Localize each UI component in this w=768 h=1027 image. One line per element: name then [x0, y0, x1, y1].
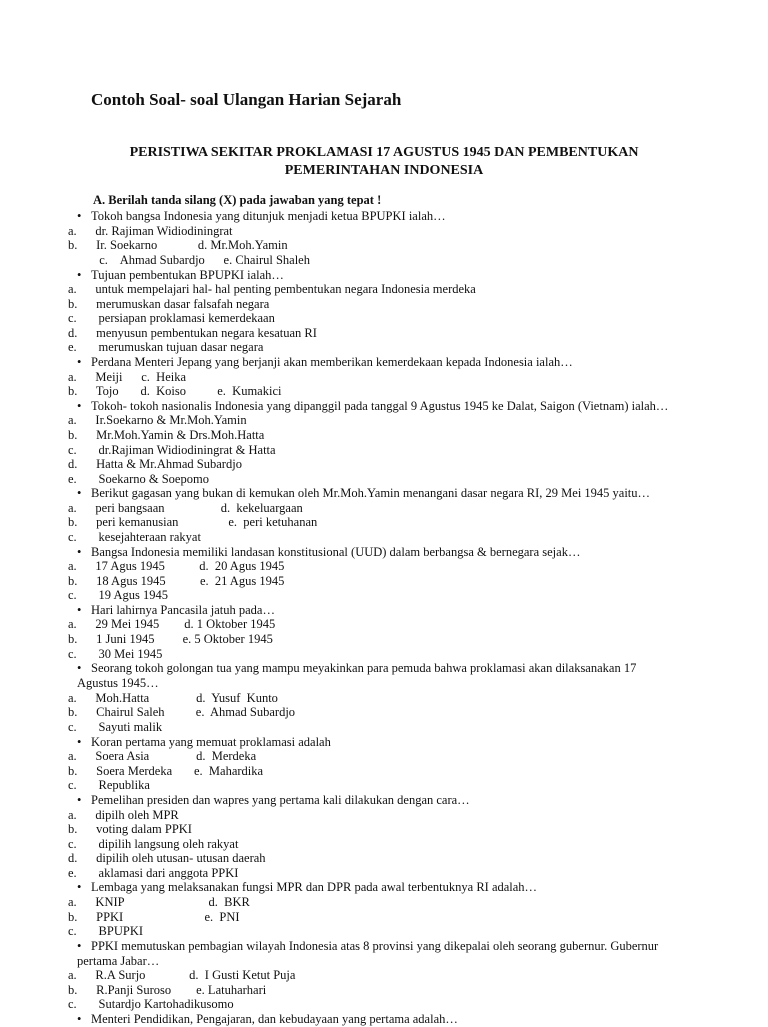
answer-option: b. R.Panji Suroso e. Latuharhari — [68, 983, 267, 997]
answer-option: c. Sayuti malik — [68, 720, 163, 734]
question-item — [77, 486, 678, 501]
answer-option: c. dr.Rajiman Widiodiningrat & Hatta — [68, 443, 276, 457]
bullet-icon: • — [77, 793, 82, 807]
answer-option: b. PPKI e. PNI — [68, 910, 240, 924]
question-item — [77, 545, 678, 560]
question-item — [77, 1012, 678, 1027]
question-text: Bangsa Indonesia memiliki landasan konstitusional (UUD) dalam berbangsa & bernegara sejak… — [91, 545, 581, 559]
question-text: Perdana Menteri Jepang yang berjanji akan memberikan kemerdekaan kepada Indonesia ialah… — [91, 355, 573, 369]
answer-option: a. 29 Mei 1945 d. 1 Oktober 1945 — [68, 617, 276, 631]
answer-option: b. Tojo d. Koiso e. Kumakici — [68, 384, 282, 398]
answer-option: a. peri bangsaan d. kekeluargaan — [68, 501, 303, 515]
answer-option: b. Mr.Moh.Yamin & Drs.Moh.Hatta — [68, 428, 265, 442]
bullet-icon: • — [77, 209, 82, 223]
answer-option: a. Ir.Soekarno & Mr.Moh.Yamin — [68, 413, 247, 427]
answer-option: c. Ahmad Subardjo e. Chairul Shaleh — [68, 253, 310, 267]
question-item — [77, 939, 678, 968]
answer-option: c. 30 Mei 1945 — [68, 647, 163, 661]
bullet-icon: • — [77, 661, 82, 675]
answer-option: c. Republika — [68, 778, 150, 792]
answer-option: e. Soekarno & Soepomo — [68, 472, 209, 486]
answer-option: a. Meiji c. Heika — [68, 370, 187, 384]
answer-option: b. 1 Juni 1945 e. 5 Oktober 1945 — [68, 632, 273, 646]
bullet-icon: • — [77, 268, 82, 282]
bullet-icon: • — [77, 486, 82, 500]
section-instruction: A. Berilah tanda silang (X) pada jawaban yang tepat ! — [93, 193, 382, 207]
answer-option: a. 17 Agus 1945 d. 20 Agus 1945 — [68, 559, 285, 573]
answer-option: c. BPUPKI — [68, 924, 144, 938]
question-text: Lembaga yang melaksanakan fungsi MPR dan DPR pada awal terbentuknya RI adalah… — [91, 880, 538, 894]
answer-option: c. Sutardjo Kartohadikusomo — [68, 997, 234, 1011]
answer-option: b. peri kemanusian e. peri ketuhanan — [68, 515, 318, 529]
bullet-icon: • — [77, 545, 82, 559]
question-item — [77, 399, 678, 414]
question-text: Koran pertama yang memuat proklamasi adalah — [91, 735, 331, 749]
question-item — [77, 603, 678, 618]
subtitle-line-2: PEMERINTAHAN INDONESIA — [284, 163, 484, 178]
question-text: Seorang tokoh golongan tua yang mampu meyakinkan para pemuda bahwa proklamasi akan dilaksanakan 17 Agustus 1945… — [77, 661, 637, 690]
question-item — [77, 880, 678, 895]
question-item — [77, 209, 678, 224]
question-text: PPKI memutuskan pembagian wilayah Indonesia atas 8 provinsi yang dikepalai oleh seorang gubernur. Gubernur pertama Jabar… — [77, 939, 659, 968]
answer-option: c. kesejahteraan rakyat — [68, 530, 201, 544]
answer-option: b. Ir. Soekarno d. Mr.Moh.Yamin — [68, 238, 288, 252]
answer-option: a. dr. Rajiman Widiodiningrat — [68, 224, 233, 238]
question-text: Hari lahirnya Pancasila jatuh pada… — [91, 603, 275, 617]
answer-option: e. aklamasi dari anggota PPKI — [68, 866, 239, 880]
question-text: Menteri Pendidikan, Pengajaran, dan kebudayaan yang pertama adalah… — [91, 1012, 458, 1026]
document-title: Contoh Soal- soal Ulangan Harian Sejarah — [91, 90, 402, 109]
answer-option: b. voting dalam PPKI — [68, 822, 192, 836]
bullet-icon: • — [77, 735, 82, 749]
subtitle-line-1: PERISTIWA SEKITAR PROKLAMASI 17 AGUSTUS 1945 DAN PEMBENTUKAN — [129, 145, 639, 160]
answer-option: b. 18 Agus 1945 e. 21 Agus 1945 — [68, 574, 285, 588]
answer-option: c. 19 Agus 1945 — [68, 588, 168, 602]
question-text: Pemelihan presiden dan wapres yang pertama kali dilakukan dengan cara… — [91, 793, 470, 807]
question-item — [77, 355, 678, 370]
answer-option: c. dipilih langsung oleh rakyat — [68, 837, 239, 851]
answer-option: e. merumuskan tujuan dasar negara — [68, 340, 264, 354]
answer-option: a. Moh.Hatta d. Yusuf Kunto — [68, 691, 278, 705]
bullet-icon: • — [77, 399, 82, 413]
question-item — [77, 793, 678, 808]
question-item — [77, 735, 678, 750]
bullet-icon: • — [77, 880, 82, 894]
answer-option: d. menyusun pembentukan negara kesatuan RI — [68, 326, 317, 340]
document-subtitle — [0, 144, 768, 180]
question-text: Berikut gagasan yang bukan di kemukan oleh Mr.Moh.Yamin menangani dasar negara RI, 29 Mei 1945 yaitu… — [91, 486, 651, 500]
answer-option: b. Chairul Saleh e. Ahmad Subardjo — [68, 705, 296, 719]
answer-option: d. dipilih oleh utusan- utusan daerah — [68, 851, 266, 865]
answer-option: c. persiapan proklamasi kemerdekaan — [68, 311, 275, 325]
answer-option: a. R.A Surjo d. I Gusti Ketut Puja — [68, 968, 296, 982]
answer-option: b. Soera Merdeka e. Mahardika — [68, 764, 264, 778]
question-text: Tokoh- tokoh nasionalis Indonesia yang dipanggil pada tanggal 9 Agustus 1945 ke Dalat, Saigon (Vietnam) ialah… — [91, 399, 669, 413]
question-text: Tokoh bangsa Indonesia yang ditunjuk menjadi ketua BPUPKI ialah… — [91, 209, 446, 223]
bullet-icon: • — [77, 1012, 82, 1026]
question-text: Tujuan pembentukan BPUPKI ialah… — [91, 268, 284, 282]
answer-option: b. merumuskan dasar falsafah negara — [68, 297, 270, 311]
bullet-icon: • — [77, 603, 82, 617]
answer-option: a. dipilh oleh MPR — [68, 808, 179, 822]
question-item — [77, 268, 678, 283]
answer-option: a. Soera Asia d. Merdeka — [68, 749, 257, 763]
question-item — [77, 661, 678, 690]
answer-option: d. Hatta & Mr.Ahmad Subardjo — [68, 457, 242, 471]
bullet-icon: • — [77, 355, 82, 369]
answer-option: a. untuk mempelajari hal- hal penting pembentukan negara Indonesia merdeka — [68, 282, 476, 296]
answer-option: a. KNIP d. BKR — [68, 895, 250, 909]
bullet-icon: • — [77, 939, 82, 953]
